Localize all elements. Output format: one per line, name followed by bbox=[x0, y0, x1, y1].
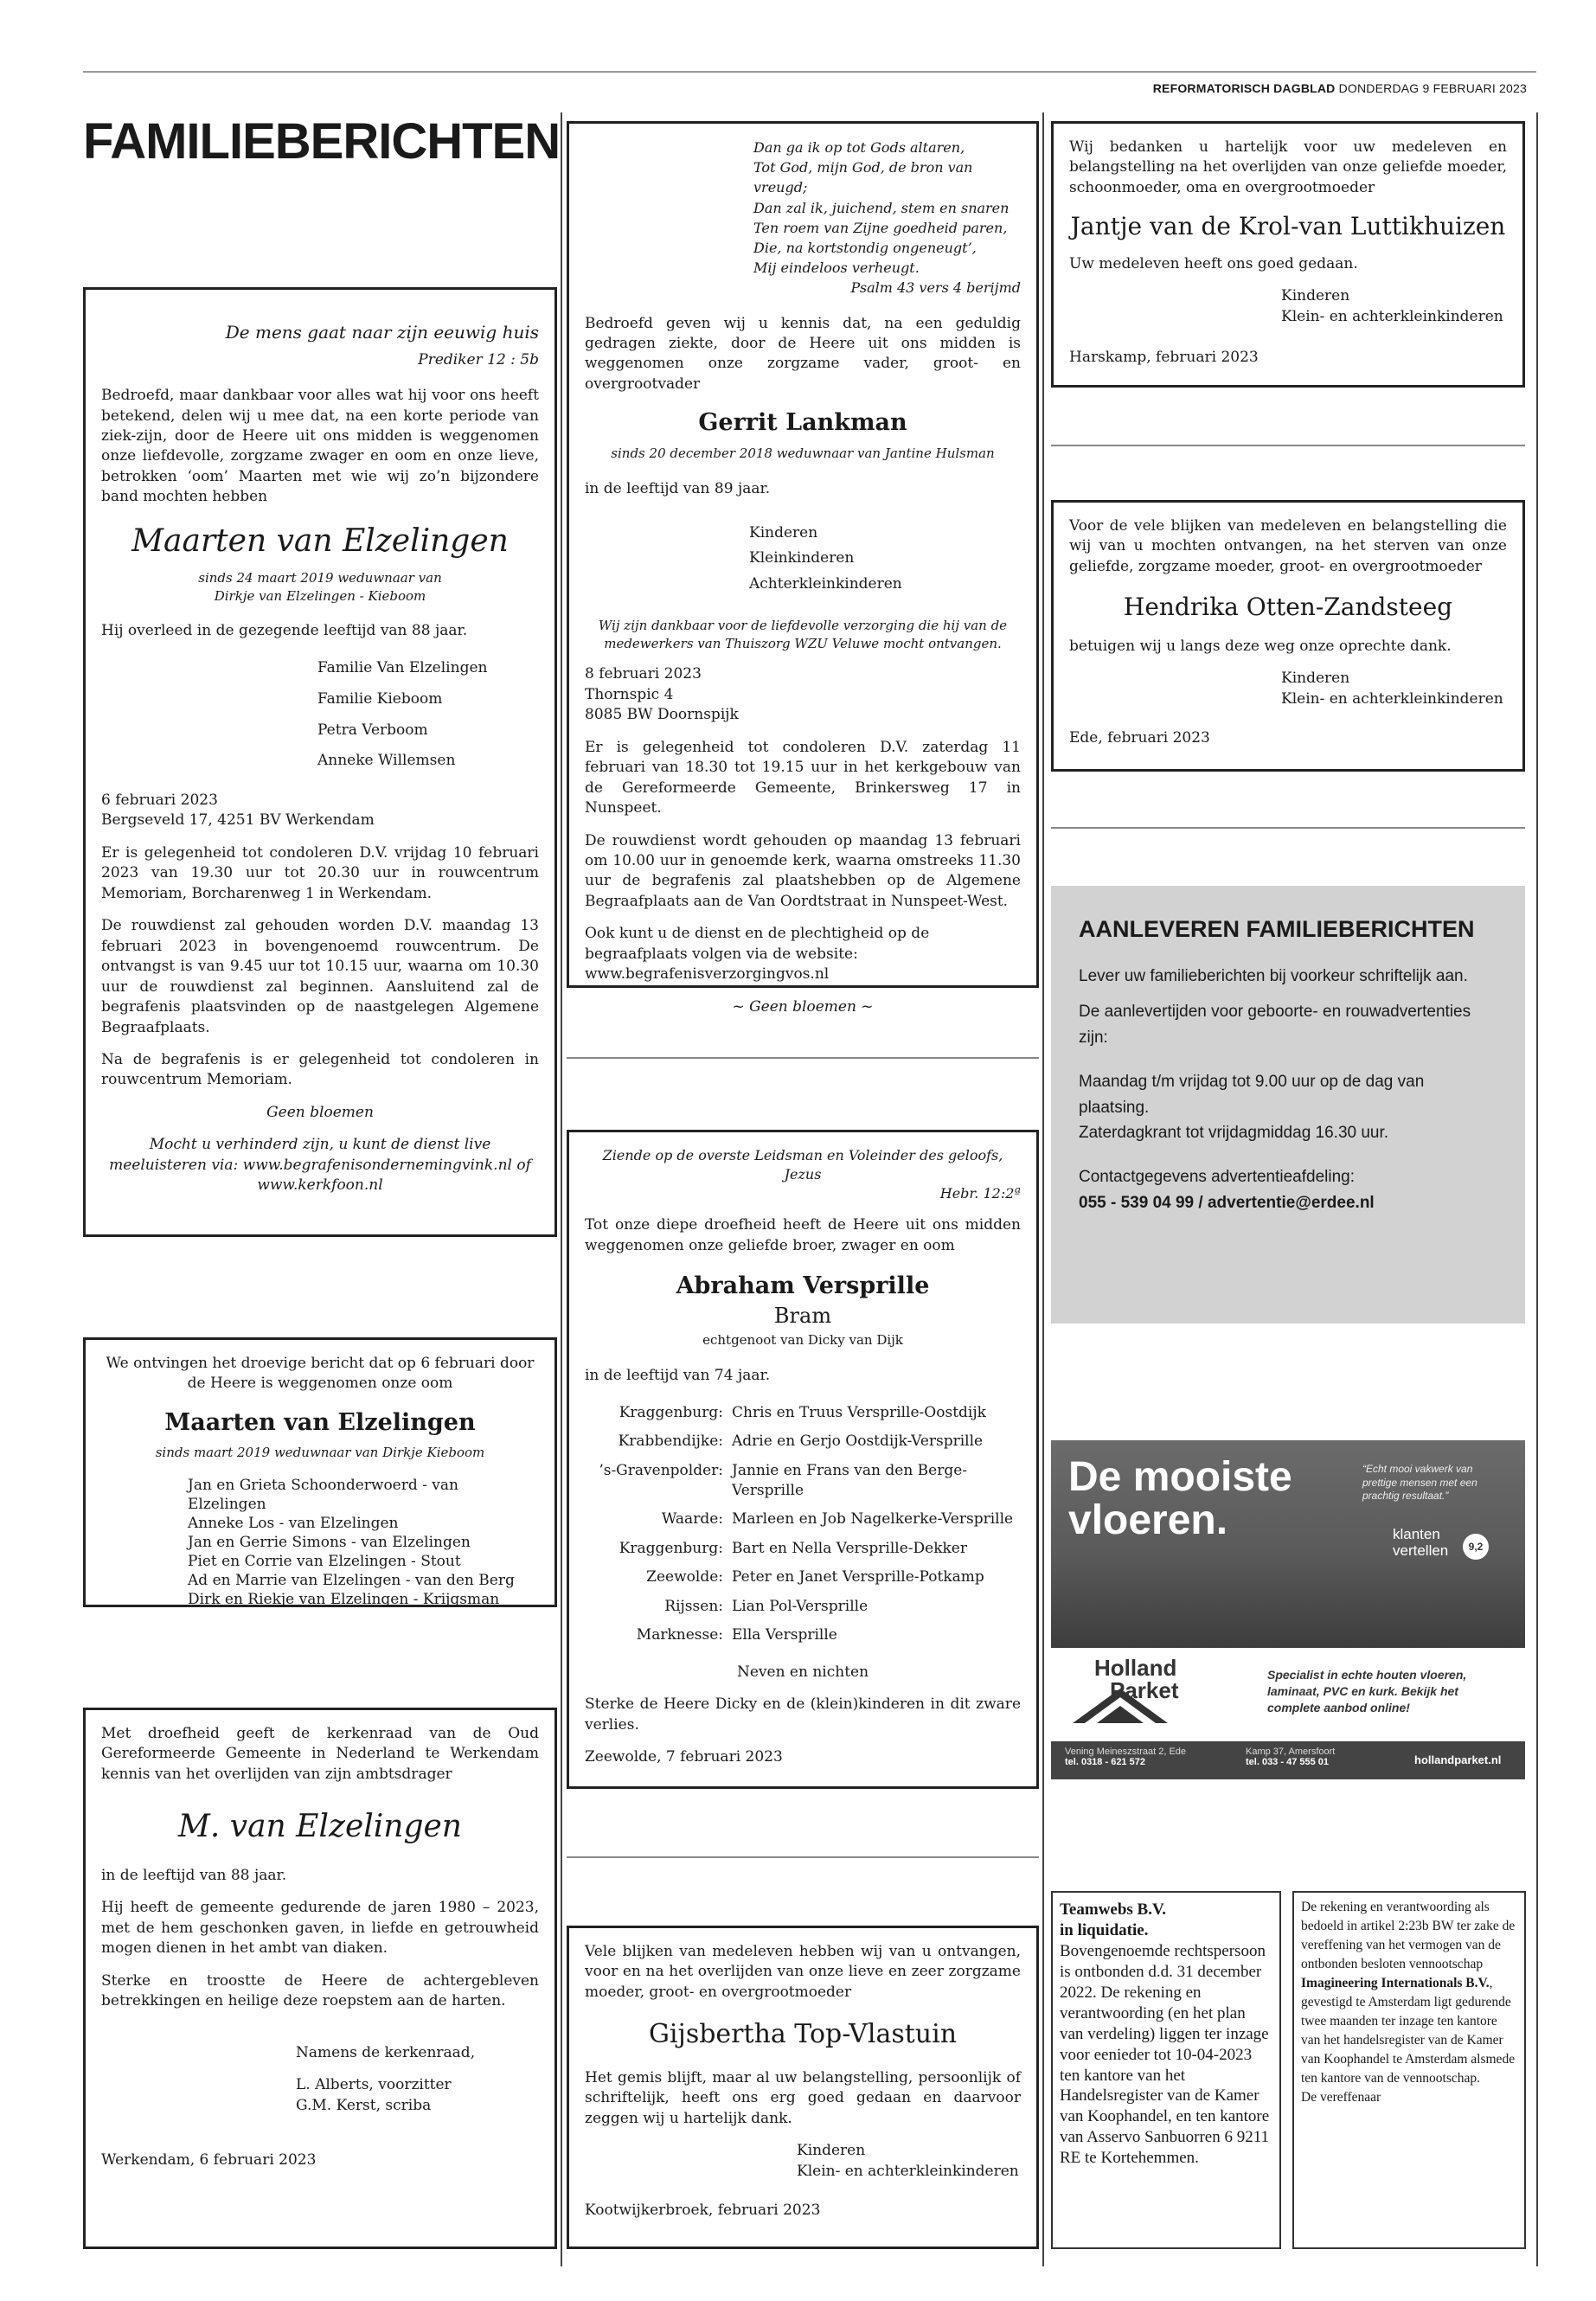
widower-line: sinds 24 maart 2019 weduwnaar van bbox=[198, 570, 442, 586]
column-rule bbox=[1042, 112, 1044, 2266]
poem-line: Dan zal ik, juichend, stem en snaren bbox=[753, 199, 1010, 216]
store-address: Kamp 37, Amersfoort bbox=[1246, 1747, 1336, 1757]
deceased-name: Maarten van Elzelingen bbox=[164, 1408, 476, 1436]
family-names: Bart en Nella Versprille-Dekker bbox=[732, 1539, 967, 1557]
box-text: Maandag t/m vrijdag tot 9.00 uur op de dag van plaatsing. bbox=[1079, 1073, 1425, 1117]
family-names: Lian Pol-Versprille bbox=[732, 1597, 869, 1615]
signature: Kinderen bbox=[797, 2142, 866, 2160]
ad-footer bbox=[1051, 1741, 1525, 1779]
place-date: Harskamp, februari 2023 bbox=[1069, 349, 1259, 367]
relative-name: Anneke Los - van Elzelingen bbox=[188, 1515, 399, 1533]
family-row bbox=[585, 1563, 1021, 1592]
notice-teamwebs bbox=[1051, 1891, 1281, 2249]
intro: Met droefheid geeft de kerkenraad van de Oud Gereformeerde Gemeente in Nederland te Werkendam kennis van het overlijden van zijn ambtsdrager bbox=[101, 1725, 539, 1783]
ad-quote: “Echt mooi vakwerk van prettige mensen met een prachtig resultaat.” bbox=[1362, 1463, 1477, 1503]
thanks-text: Het gemis blijft, maar al uw belangstelling, persoonlijk of schriftelijk, heeft ons erg goed gedaan en daarvoor zeggen wij u hartelijk dank. bbox=[585, 2068, 1021, 2127]
notice-elzelingen bbox=[83, 287, 557, 1237]
family-place: Kraggenburg: bbox=[619, 1403, 723, 1421]
date: 8 februari 2023 bbox=[585, 665, 702, 683]
nickname: Bram bbox=[773, 1304, 832, 1329]
family-row bbox=[585, 1505, 1021, 1534]
rating-badge: 9,2 bbox=[1463, 1534, 1489, 1560]
motto-ref: Prediker 12 : 5b bbox=[418, 350, 539, 369]
wish: Sterke de Heere Dicky en de (klein)kinderen in dit zware verlies. bbox=[585, 1695, 1021, 1734]
condole-info: Er is gelegenheid tot condoleren D.V. vrijdag 10 februari 2023 van 19.30 uur tot 20.30 uur in rouwcentrum Memoriam, Borcharenweg 1 in Werkendam. bbox=[101, 843, 539, 902]
family-list bbox=[585, 521, 1021, 598]
place-date: Kootwijkerbroek, februari 2023 bbox=[585, 2202, 821, 2220]
ad-slogan: Specialist in echte houten vloeren, laminaat, PVC en kurk. Bekijk het complete aanbod online! bbox=[1267, 1668, 1467, 1715]
relative-name: Dirk en Riekje van Elzelingen - Krijgsman bbox=[188, 1591, 500, 1609]
store-ede bbox=[1065, 1747, 1186, 1767]
family-place: Krabbendijke: bbox=[618, 1433, 723, 1451]
family-names: Jannie en Frans van den Berge-Versprille bbox=[732, 1461, 968, 1499]
family-name: Kleinkinderen bbox=[749, 549, 855, 567]
relative-name: Jan en Grieta Schoonderwoerd - van Elzelingen bbox=[188, 1476, 458, 1513]
online-info: Ook kunt u de dienst en de plechtigheid op de begraafplaats volgen via de website: www.begrafenisverzorgingvos.nl bbox=[585, 925, 930, 984]
family-name: Achterkleinkinderen bbox=[749, 575, 902, 593]
brand-word: Parket bbox=[1110, 1677, 1179, 1703]
intro: Bedroefd geven wij u kennis dat, na een geduldig gedragen ziekte, door de Heere uit ons midden is weggenomen onze zorgzame vader, groot- en overgrootvader bbox=[585, 314, 1021, 393]
separator bbox=[567, 1856, 1039, 1858]
family-row bbox=[585, 1621, 1021, 1650]
place-date: Ede, februari 2023 bbox=[1069, 729, 1210, 747]
box-text: De aanlevertijden voor geboorte- en rouwadvertenties zijn: bbox=[1079, 1003, 1471, 1047]
poem-line: Dan ga ik op tot Gods altaren, bbox=[753, 139, 965, 156]
signature: Klein- en achterkleinkinderen bbox=[1281, 307, 1503, 325]
notice-vlastuin bbox=[567, 1926, 1039, 2249]
deceased-name: Gijsbertha Top-Vlastuin bbox=[648, 2019, 958, 2050]
brand-word: Holland bbox=[1094, 1655, 1177, 1681]
widower-line: sinds maart 2019 weduwnaar van Dirkje Kieboom bbox=[155, 1445, 485, 1461]
section-title: FAMILIEBERICHTEN bbox=[83, 113, 561, 170]
deceased-name: Gerrit Lankman bbox=[698, 409, 907, 437]
liquidator-sign: De vereffenaar bbox=[1301, 2090, 1381, 2105]
signatures bbox=[101, 2043, 539, 2116]
place-date: Zeewolde, 7 februari 2023 bbox=[585, 1748, 783, 1766]
box-text: Contactgegevens advertentieafdeling: bbox=[1079, 1168, 1356, 1187]
liquidation-text: De rekening en verantwoording als bedoeld in artikel 2:23b BW ter zake de vereffening van het vermogen van de ontbonden besloten vennootschap bbox=[1301, 1900, 1516, 1971]
separator bbox=[1051, 827, 1525, 829]
family-place: Marknesse: bbox=[636, 1626, 723, 1644]
family-names: Chris en Truus Versprille-Oostdijk bbox=[732, 1403, 986, 1421]
column-rule bbox=[561, 112, 562, 2266]
notice-versprille bbox=[567, 1130, 1039, 1789]
liquidation-text: , gevestigd te Amsterdam ligt gedurende twee maanden ter inzage ten kantore van het handelsregister van de Kamer van Koophandel te Amsterdam alsmede ten kantore van de vennootschap. bbox=[1301, 1976, 1516, 2086]
store-amersfoort bbox=[1246, 1747, 1335, 1767]
family-names: Ella Versprille bbox=[732, 1626, 837, 1644]
notice-imagineering bbox=[1292, 1891, 1526, 2249]
poem-line: Die, na kortstondig ongeneugt’, bbox=[753, 239, 977, 256]
signature: Kinderen bbox=[1281, 670, 1350, 688]
after-info: Na de begrafenis is er gelegenheid tot condoleren in rouwcentrum Memoriam. bbox=[101, 1051, 539, 1089]
store-phone: tel. 0318 - 621 572 bbox=[1065, 1757, 1145, 1767]
notice-otten bbox=[1051, 500, 1525, 772]
age-line: Hij overleed in de gezegende leeftijd van 88 jaar. bbox=[101, 621, 468, 639]
signature: Klein- en achterkleinkinderen bbox=[1281, 689, 1503, 708]
poem-line: Ten roem van Zijne goedheid paren, bbox=[753, 219, 1008, 236]
contact-info: 055 - 539 04 99 / advertentie@erdee.nl bbox=[1079, 1193, 1375, 1212]
age-line: in de leeftijd van 74 jaar. bbox=[585, 1367, 771, 1385]
signature: G.M. Kerst, scriba bbox=[296, 2096, 432, 2114]
spouse-line: echtgenoot van Dicky van Dijk bbox=[702, 1331, 903, 1348]
address-line: Thornspic 4 bbox=[585, 685, 674, 703]
family-row bbox=[585, 1399, 1021, 1427]
service-text: Hij heeft de gemeente gedurende de jaren 1980 – 2023, met de hem geschonken gaven, in liefde en getrouwheid mogen dienen in het ambt van diaken. bbox=[101, 1899, 539, 1958]
poem-line: Tot God, mijn God, de bron van vreugd; bbox=[753, 159, 973, 196]
column-rule bbox=[1536, 112, 1538, 2266]
family-row bbox=[585, 1427, 1021, 1456]
store-address: Vening Meineszstraat 2, Ede bbox=[1065, 1747, 1187, 1757]
spouse-name: Dirkje van Elzelingen - Kieboom bbox=[214, 588, 426, 605]
family-name: Petra Verboom bbox=[317, 721, 428, 739]
family-list bbox=[101, 653, 539, 777]
store-phone: tel. 033 - 47 555 01 bbox=[1246, 1757, 1330, 1767]
family-name: Familie Van Elzelingen bbox=[317, 659, 488, 677]
thanks-text: betuigen wij u langs deze weg onze oprechte dank. bbox=[1069, 637, 1452, 655]
signature: Klein- en achterkleinkinderen bbox=[797, 2162, 1019, 2180]
ad-headline-line: De mooiste bbox=[1068, 1454, 1292, 1500]
date: 6 februari 2023 bbox=[101, 792, 218, 810]
liquidation-text: Bovengenoemde rechtspersoon is ontbonden d.d. 31 december 2022. De rekening en verantwoording (en het plan van verdeling) liggen ter inzage voor eenieder tot 10-04-2023 ten kantore van het Handelsregister van de Kamer van Koophandel, en ten kantore van Asservo Sanbuorren 6 9211 RE te Kortehemmen. bbox=[1060, 1941, 1270, 2168]
family-names: Marleen en Job Nagelkerke-Versprille bbox=[732, 1510, 1014, 1529]
family-name: Anneke Willemsen bbox=[317, 752, 456, 770]
deceased-name: Abraham Versprille bbox=[676, 1272, 930, 1300]
family-name: Familie Kieboom bbox=[317, 689, 443, 708]
no-flowers: ~ Geen bloemen ~ bbox=[732, 997, 874, 1016]
names-list bbox=[101, 1476, 539, 1610]
aanleveren-box bbox=[1051, 886, 1525, 1324]
place-date: Werkendam, 6 februari 2023 bbox=[101, 2151, 317, 2170]
intro: We ontvingen het droevige bericht dat op 6 februari door de Heere is weggenomen onze oom bbox=[106, 1355, 535, 1393]
holland-parket-ad[interactable] bbox=[1051, 1440, 1525, 1779]
deceased-name: Hendrika Otten-Zandsteeg bbox=[1123, 593, 1453, 622]
brand-name bbox=[1094, 1657, 1179, 1702]
widower-line: sinds 20 december 2018 weduwnaar van Jantine Hulsman bbox=[611, 445, 995, 461]
liquidation-status: in liquidatie. bbox=[1060, 1920, 1149, 1939]
family-place: Waarde: bbox=[661, 1510, 723, 1529]
service-info: De rouwdienst zal gehouden worden D.V. maandag 13 februari 2023 in bovengenoemd rouwcentrum. De ontvangst is van 9.45 uur tot 10.15 uur, waarna om 10.30 uur de rouwdienst zal beginnen. Aansluitend zal de begrafenis plaatsvinden op de naastgelegen Algemene Begraafplaats. bbox=[101, 917, 539, 1036]
age-line: in de leeftijd van 89 jaar. bbox=[585, 480, 771, 498]
company-name: Teamwebs B.V. bbox=[1060, 1900, 1166, 1919]
family-place: Kraggenburg: bbox=[619, 1539, 723, 1557]
age-line: in de leeftijd van 88 jaar. bbox=[101, 1867, 287, 1885]
wish-text: Sterke en troostte de Heere de achtergebleven betrekkingen en heilige deze roepstem aan de harten. bbox=[101, 1971, 539, 2010]
poem-line: Mij eindeloos verheugt. bbox=[753, 260, 920, 277]
deceased-name: Jantje van de Krol-van Luttikhuizen bbox=[1070, 212, 1506, 241]
rating-label: klanten vertellen bbox=[1393, 1526, 1449, 1559]
family-table bbox=[585, 1399, 1021, 1650]
deceased-name: M. van Elzelingen bbox=[178, 1809, 462, 1845]
family-name: Kinderen bbox=[749, 523, 818, 542]
notice-lankman bbox=[567, 121, 1039, 1016]
address-line: 8085 BW Doornspijk bbox=[585, 706, 739, 724]
thanks: Wij zijn dankbaar voor de liefdevolle verzorging die hij van de medewerkers van Thuiszorg WZU Veluwe mocht ontvangen. bbox=[598, 617, 1008, 651]
masthead bbox=[1153, 81, 1527, 95]
ad-headline-line: vloeren. bbox=[1068, 1497, 1228, 1544]
motto: Ziende op de overste Leidsman en Voleinder des geloofs, Jezus bbox=[602, 1147, 1003, 1183]
condole-info: Er is gelegenheid tot condoleren D.V. zaterdag 11 februari van 18.30 tot 19.15 uur in het kerkgebouw van de Gereformeerde Gemeente, Brinkersweg 17 in Nunspeet. bbox=[585, 738, 1021, 817]
nephews: Neven en nichten bbox=[736, 1663, 869, 1681]
service-info: De rouwdienst wordt gehouden op maandag 13 februari om 10.00 uur in genoemde kerk, waarna omstreeks 11.30 uur de begrafenis zal plaatshebben op de Algemene Begraafplaats aan de Van Oordtstraat in Nunspeet-West. bbox=[585, 831, 1021, 910]
sign-line: Namens de kerkenraad, bbox=[296, 2043, 476, 2061]
relative-name: Ad en Marrie van Elzelingen - van den Berg bbox=[188, 1572, 515, 1590]
family-place: ’s-Gravenpolder: bbox=[599, 1461, 723, 1479]
box-text: Zaterdagkrant tot vrijdagmiddag 16.30 uur. bbox=[1079, 1124, 1389, 1143]
notice-elzelingen-nephews bbox=[83, 1337, 557, 1607]
family-row bbox=[585, 1457, 1021, 1506]
relative-name: Piet en Corrie van Elzelingen - Stout bbox=[188, 1553, 461, 1571]
signature: Kinderen bbox=[1281, 287, 1350, 305]
paper-name: REFORMATORISCH DAGBLAD bbox=[1152, 81, 1336, 95]
ad-url[interactable]: hollandparket.nl bbox=[1414, 1753, 1502, 1766]
top-rule bbox=[83, 71, 1536, 73]
family-row bbox=[585, 1593, 1021, 1621]
ad-headline bbox=[1068, 1456, 1292, 1543]
address: Bergseveld 17, 4251 BV Werkendam bbox=[101, 811, 375, 830]
notice-kerkenraad bbox=[83, 1708, 557, 2249]
family-names: Adrie en Gerjo Oostdijk-Versprille bbox=[732, 1433, 984, 1451]
signatures bbox=[1069, 286, 1507, 327]
family-row bbox=[585, 1535, 1021, 1563]
signatures bbox=[585, 2141, 1021, 2182]
poem bbox=[585, 138, 1021, 298]
family-place: Zeewolde: bbox=[646, 1568, 723, 1586]
deceased-name: Maarten van Elzelingen bbox=[131, 522, 509, 559]
issue-date: DONDERDAG 9 FEBRUARI 2023 bbox=[1338, 81, 1527, 95]
poem-ref: Psalm 43 vers 4 berijmd bbox=[850, 279, 1021, 297]
signature: L. Alberts, voorzitter bbox=[296, 2076, 452, 2094]
motto-ref: Hebr. 12:2ª bbox=[939, 1185, 1021, 1202]
intro: Wij bedanken u hartelijk voor uw medeleven en belangstelling na het overlijden van onze geliefde moeder, schoonmoeder, oma en overgrootmoeder bbox=[1069, 138, 1507, 196]
intro: Voor de vele blijken van medeleven en belangstelling die wij van u mochten ontvangen, na het sterven van onze geliefde, zorgzame moeder, groot- en overgrootmoeder bbox=[1069, 517, 1507, 575]
intro: Vele blijken van medeleven hebben wij van u ontvangen, voor en na het overlijden van onze lieve en zeer zorgzame moeder, groot- en overgrootmoeder bbox=[585, 1943, 1021, 2001]
intro: Tot onze diepe droefheid heeft de Heere uit ons midden weggenomen onze geliefde broer, zwager en oom bbox=[585, 1216, 1021, 1254]
separator bbox=[1051, 445, 1525, 446]
relative-name: Jan en Gerrie Simons - van Elzelingen bbox=[188, 1534, 471, 1552]
thanks-text: Uw medeleven heeft ons goed gedaan. bbox=[1069, 254, 1358, 272]
live-info: Mocht u verhinderd zijn, u kunt de dienst live meeluisteren via: www.begrafenisondernemingvink.nl of www.kerkfoon.nl bbox=[109, 1136, 531, 1195]
family-place: Rijssen: bbox=[664, 1597, 723, 1615]
notice-krol bbox=[1051, 121, 1525, 388]
family-names: Peter en Janet Versprille-Potkamp bbox=[732, 1568, 984, 1586]
company-name: Imagineering Internationals B.V. bbox=[1301, 1976, 1490, 1990]
motto: De mens gaat naar zijn eeuwig huis bbox=[225, 322, 539, 343]
box-text: Lever uw familieberichten bij voorkeur schriftelijk aan. bbox=[1079, 966, 1468, 985]
box-title: AANLEVEREN FAMILIEBERICHTEN bbox=[1079, 916, 1475, 942]
intro: Bedroefd, maar dankbaar voor alles wat hij voor ons heeft betekend, delen wij u mee dat, na een korte periode van ziek-zijn, door de Heere uit ons midden is weggenomen onze liefdevolle, zorgzame zwager en oom en onze lieve, betrokken ‘oom’ Maarten met wie wij zo’n bijzondere band mochten hebben bbox=[101, 387, 539, 506]
separator bbox=[567, 1057, 1039, 1059]
no-flowers: Geen bloemen bbox=[266, 1103, 374, 1121]
signatures bbox=[1069, 669, 1507, 709]
